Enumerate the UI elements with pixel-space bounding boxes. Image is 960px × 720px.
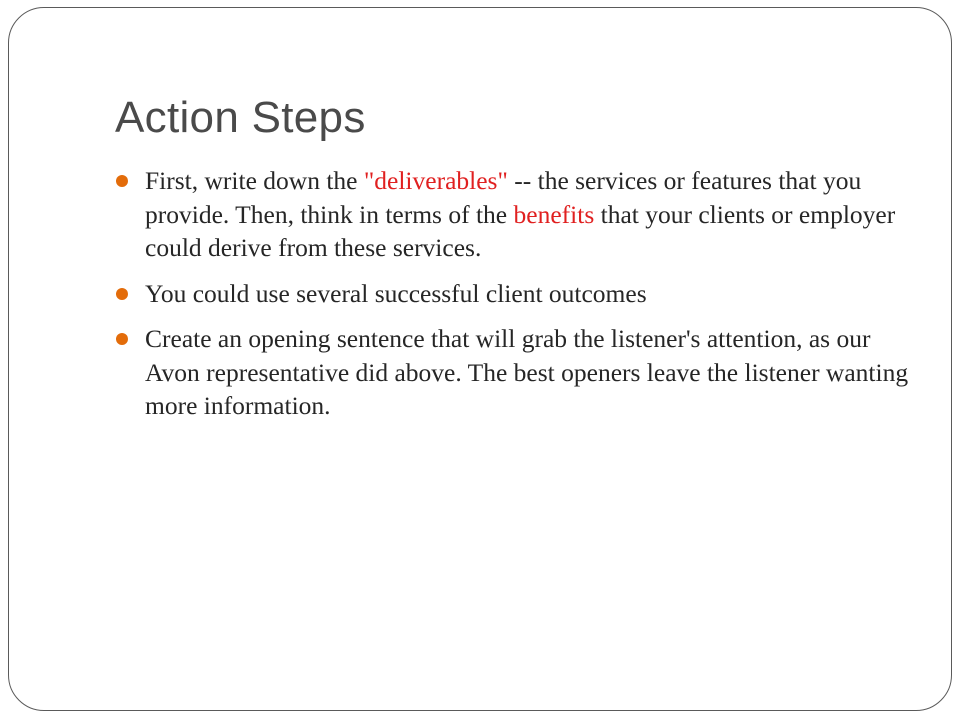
slide-frame [8,7,952,711]
bullet-item-deliverables [113,164,913,265]
bullet-text-part: First, write down the [145,166,364,195]
bullet-item-opening-sentence [113,322,913,423]
bullet-dot-icon [116,333,128,345]
bullet-text: Create an opening sentence that will grab the listener's attention, as our Avon representative did above. The best openers leave the listener wanting more information. [145,324,909,420]
bullet-item-outcomes [113,277,913,311]
bullet-dot-icon [116,288,128,300]
bullet-list [113,164,913,435]
bullet-dot-icon [116,175,128,187]
bullet-text: You could use several successful client outcomes [145,278,647,308]
bullet-text [145,166,895,262]
highlight-benefits: benefits [513,199,595,229]
highlight-deliverables: "deliverables" [363,166,508,195]
bullet-text-part: -- the services or features that you provide. Then, think in terms of the [145,166,862,229]
slide-title: Action Steps [115,93,366,142]
bullet-text-part: that your clients or employer could derive from these services. [145,199,896,262]
